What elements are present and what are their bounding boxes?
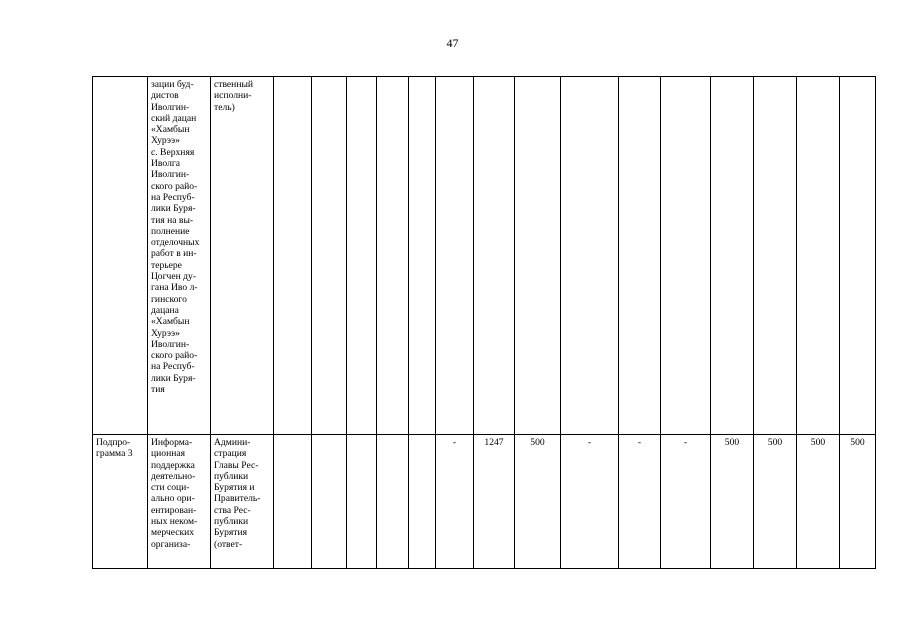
table-cell: 500	[515, 435, 561, 569]
table-cell	[711, 77, 754, 435]
table-cell	[409, 77, 436, 435]
table-row	[93, 435, 876, 569]
table-cell: 500	[840, 435, 876, 569]
table-cell	[619, 77, 661, 435]
table-cell: Админи- страция Главы Рес- публики Бурятия и Правитель- ства Рес- публики Бурятия (ответ-	[211, 435, 274, 569]
table-cell	[409, 435, 436, 569]
table-cell	[754, 77, 797, 435]
table-cell: -	[661, 435, 711, 569]
table-cell	[661, 77, 711, 435]
table-cell	[515, 77, 561, 435]
table-cell	[347, 77, 377, 435]
table-cell	[797, 77, 840, 435]
table-cell: -	[436, 435, 474, 569]
table-cell: 1247	[474, 435, 515, 569]
table-cell	[274, 77, 312, 435]
table-cell	[312, 435, 347, 569]
table-cell: 500	[797, 435, 840, 569]
table-cell: Информа- ционная поддержка деятельно- сти соци- ально ори- ентирован- ных неком- мерческих организа-	[148, 435, 211, 569]
table-cell: -	[619, 435, 661, 569]
table-cell	[377, 77, 409, 435]
table-cell	[436, 77, 474, 435]
table-cell: Подпро- грамма 3	[93, 435, 148, 569]
table-cell: зации буд- дистов Иволгин- ский дацан «Хамбын Хурээ» с. Верхняя Иволга Иволгин- ского райо- на Респуб- лики Буря- тия на вы- полнение отделочных работ в ин- терьере Цогчен ду- гана Иво л- гинского дацана «Хамбын Хурээ» Иволгин- ского райо- на Респуб- лики Буря- тия	[148, 77, 211, 435]
table-cell	[474, 77, 515, 435]
table-cell: -	[561, 435, 619, 569]
budget-table	[92, 76, 876, 569]
table-cell: 500	[754, 435, 797, 569]
table-cell	[347, 435, 377, 569]
table-cell	[274, 435, 312, 569]
table-cell: 500	[711, 435, 754, 569]
table-cell	[561, 77, 619, 435]
table-cell	[377, 435, 409, 569]
page-number: 47	[446, 36, 459, 50]
table-cell	[312, 77, 347, 435]
table-cell	[93, 77, 148, 435]
table-row	[93, 77, 876, 435]
table-cell: ственный исполни- тель)	[211, 77, 274, 435]
table-cell	[840, 77, 876, 435]
